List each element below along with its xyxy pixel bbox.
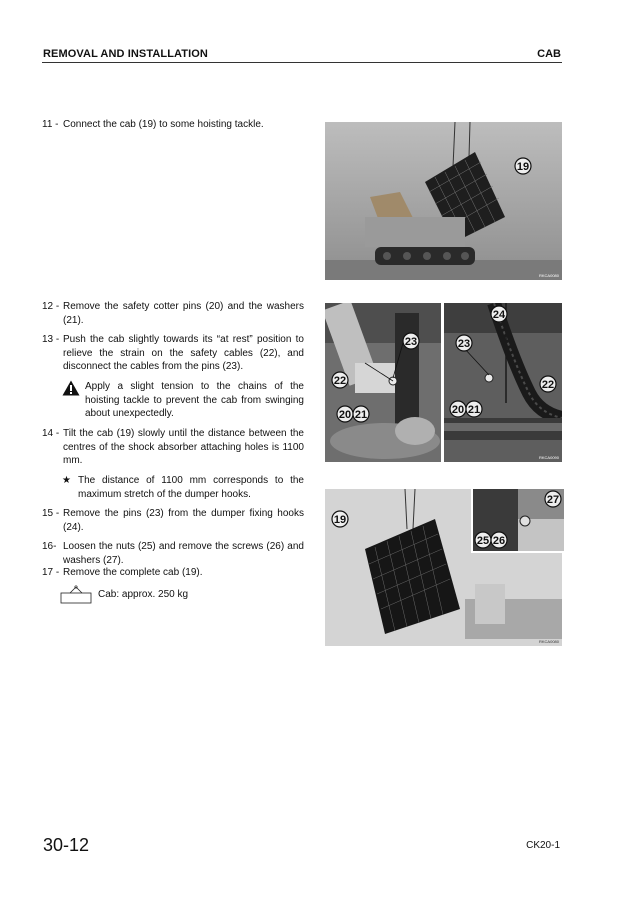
step-number: 13 -: [42, 334, 60, 345]
callout-22: 22: [333, 375, 347, 387]
weight-spec: [60, 585, 240, 605]
callout-21: 21: [467, 404, 481, 416]
step-12: [42, 300, 304, 327]
callout-21: 21: [354, 409, 368, 421]
callout-23: 23: [404, 336, 418, 348]
callout-19: 19: [516, 161, 530, 173]
note-box: [62, 474, 304, 501]
callout-25: 25: [476, 535, 490, 547]
callout-20: 20: [451, 404, 465, 416]
figure-code: RKCA0080: [538, 639, 559, 644]
step-text: Remove the complete cab (19).: [63, 567, 203, 578]
figure-cab-hoisted: [325, 122, 562, 280]
step-13: [42, 333, 304, 374]
section-title: REMOVAL AND INSTALLATION: [43, 48, 208, 60]
chapter-title: CAB: [537, 48, 561, 60]
step-text: Loosen the nuts (25) and remove the screws (26) and washers (27).: [63, 541, 304, 566]
step-number: 15 -: [42, 508, 60, 519]
header-divider: [42, 62, 562, 63]
step-number: 12 -: [42, 301, 60, 312]
figure-safety-cables-right: [444, 303, 562, 462]
callout-22: 22: [541, 379, 555, 391]
step-17: [42, 566, 304, 580]
weight-icon: [60, 585, 94, 605]
step-11: [42, 118, 304, 132]
callout-26: 26: [492, 535, 506, 547]
figure-inset-screws: [471, 489, 564, 553]
step-text: Remove the pins (23) from the dumper fixing hooks (24).: [63, 508, 304, 533]
star-icon: ★: [62, 475, 71, 486]
callout-24: 24: [492, 309, 506, 321]
step-number: 14 -: [42, 428, 60, 439]
step-15: [42, 507, 304, 534]
weight-label: Cab: approx. 250 kg: [98, 589, 189, 600]
note-text: The distance of 1100 mm corresponds to the maximum stretch of the dumper hooks.: [78, 475, 304, 500]
step-text: Remove the safety cotter pins (20) and the washers (21).: [63, 301, 304, 326]
callout-23: 23: [457, 338, 471, 350]
step-16: [42, 540, 304, 567]
figure-safety-cables-left: [325, 303, 441, 462]
step-text: Push the cab slightly towards its “at rest” position to relieve the strain on the safety cables (22), and disconnect the cables from the pins (23).: [63, 334, 304, 372]
warning-text: Apply a slight tension to the chains of the hoisting tackle to prevent the cab from swinging about unexpectedly.: [85, 381, 304, 419]
step-14: [42, 427, 304, 468]
step-number: 16-: [42, 541, 57, 552]
step-number: 17 -: [42, 567, 60, 578]
model-code: CK20-1: [526, 840, 560, 851]
figure-code: RKCA0080: [538, 273, 559, 278]
figure-code: RKCA0090: [538, 455, 559, 460]
step-text: Tilt the cab (19) slowly until the distance between the centres of the shock absorber attaching holes is 1100 mm.: [63, 428, 304, 466]
callout-20: 20: [338, 409, 352, 421]
page-number: 30-12: [43, 835, 90, 855]
step-text: Connect the cab (19) to some hoisting tackle.: [63, 119, 264, 130]
warning-box: [62, 380, 304, 421]
warning-icon: [62, 380, 80, 396]
callout-19: 19: [333, 514, 347, 526]
step-number: 11 -: [42, 119, 59, 130]
callout-27: 27: [546, 494, 560, 506]
